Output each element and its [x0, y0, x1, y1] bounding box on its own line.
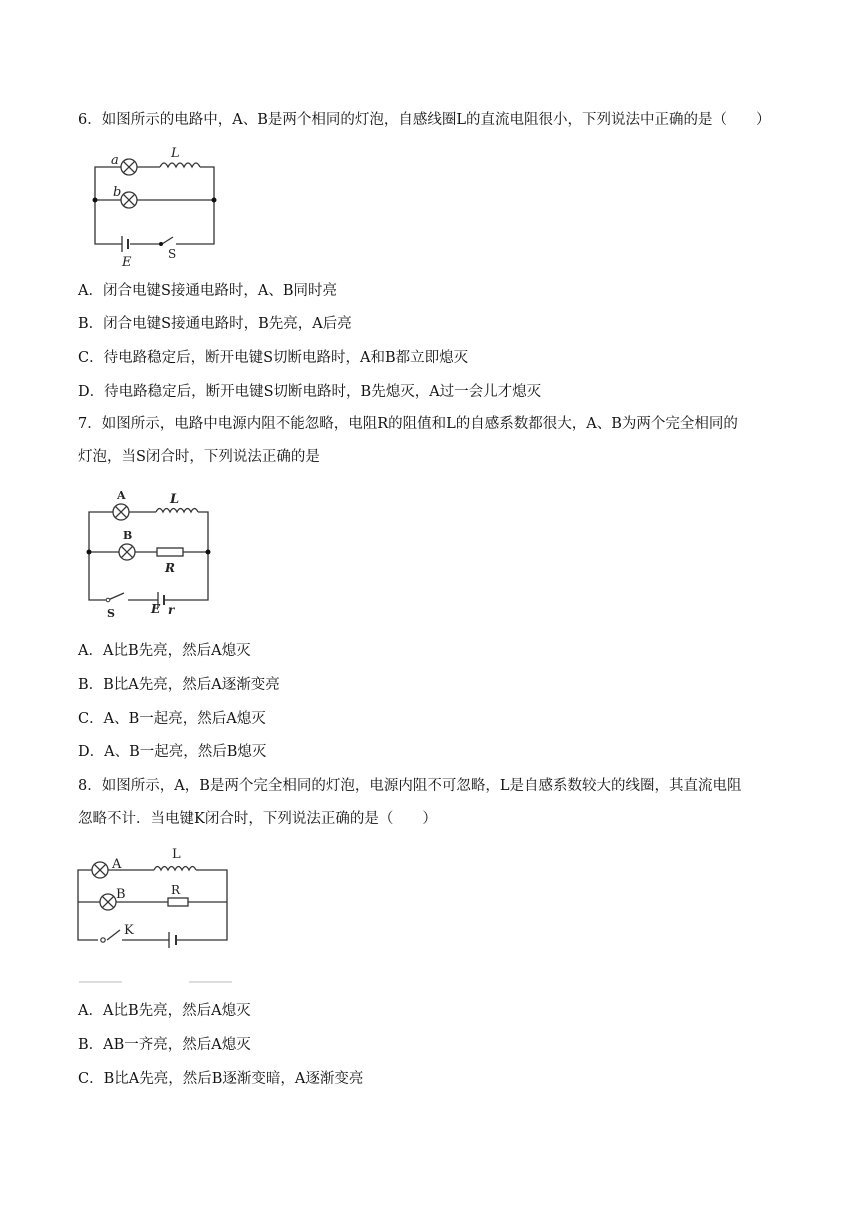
q7-option-d: D．A、B一起亮，然后B熄灭	[78, 744, 267, 760]
label-B: B	[116, 887, 126, 902]
label-R: R	[171, 883, 181, 897]
q6-option-b: B．闭合电键S接通电路时，B先亮，A后亮	[78, 316, 352, 332]
label-B: B	[123, 529, 133, 542]
label-r: r	[168, 603, 175, 617]
label-a: a	[111, 153, 119, 168]
label-E: E	[122, 255, 132, 270]
question-8-stem-line-1: 8．如图所示，A，B是两个完全相同的灯泡，电源内阻不可忽略，L是自感系数较大的线圈，其直流电阻	[78, 778, 742, 794]
label-K: K	[124, 923, 134, 938]
q7-option-b: B．B比A先亮，然后A逐渐变亮	[78, 677, 280, 693]
label-L: L	[170, 492, 180, 507]
question-6-circuit-figure	[80, 140, 230, 272]
question-6-stem: 6．如图所示的电路中，A、B是两个相同的灯泡，自感线圈L的直流电阻很小，下列说法中正确的是（ ）	[78, 112, 771, 128]
label-L: L	[172, 847, 181, 862]
q8-option-b: B．AB一齐亮，然后A熄灭	[78, 1037, 251, 1053]
label-b: b	[113, 185, 122, 200]
q7-option-a: A．A比B先亮，然后A熄灭	[78, 643, 251, 659]
question-7-stem-line-1: 7．如图所示，电路中电源内阻不能忽略，电阻R的阻值和L的自感系数都很大，A、B为两个完全相同的	[78, 416, 738, 432]
label-A: A	[117, 489, 126, 502]
q8-option-a: A．A比B先亮，然后A熄灭	[78, 1003, 251, 1019]
label-R: R	[165, 561, 175, 575]
question-8-stem-line-2: 忽略不计．当电键K闭合时，下列说法正确的是（ ）	[78, 811, 437, 827]
q8-option-c: C．B比A先亮，然后B逐渐变暗，A逐渐变亮	[78, 1071, 364, 1087]
q6-option-a: A．闭合电键S接通电路时，A、B同时亮	[78, 283, 338, 299]
q7-option-c: C．A、B一起亮，然后A熄灭	[78, 711, 266, 727]
label-E: E	[151, 602, 161, 616]
question-8-circuit-figure	[74, 838, 239, 986]
label-L: L	[171, 146, 180, 161]
question-7-stem-line-2: 灯泡，当S闭合时，下列说法正确的是	[78, 449, 320, 465]
label-S: S	[168, 247, 177, 261]
question-7-circuit-figure	[80, 486, 220, 620]
q6-option-d: D．待电路稳定后，断开电键S切断电路时，B先熄灭，A过一会儿才熄灭	[78, 384, 542, 400]
label-S: S	[107, 607, 115, 620]
q6-option-c: C．待电路稳定后，断开电键S切断电路时，A和B都立即熄灭	[78, 350, 469, 366]
label-A: A	[112, 857, 122, 872]
